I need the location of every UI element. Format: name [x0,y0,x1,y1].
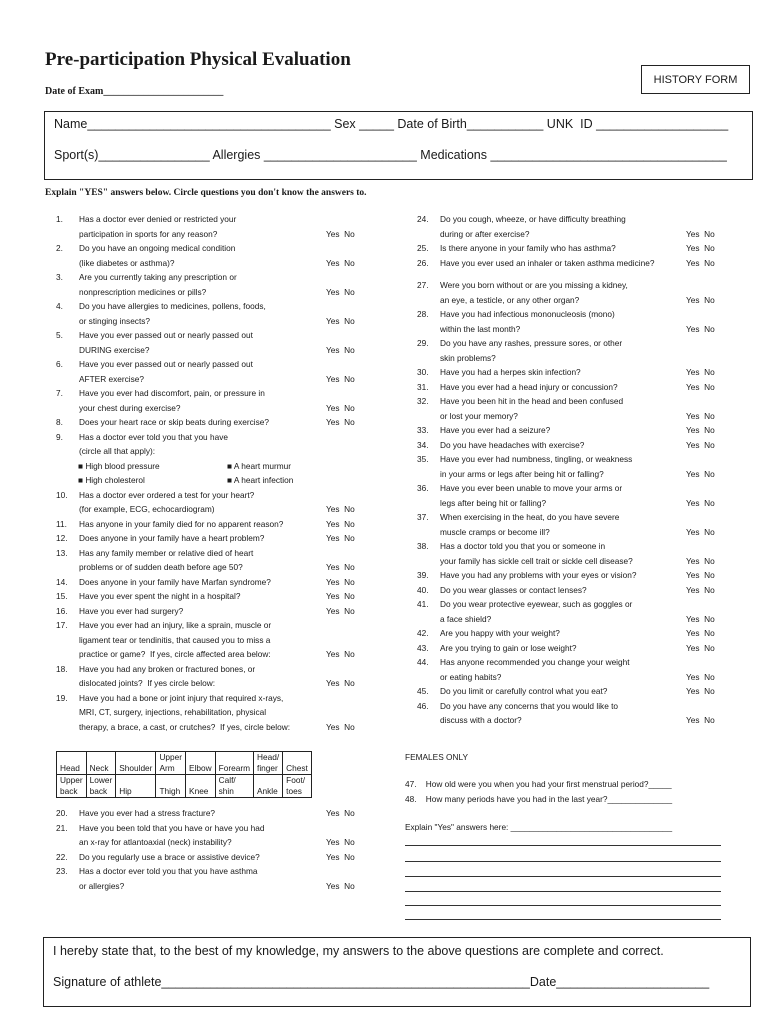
q9-option-high-blood-pressure[interactable]: ■ High blood pressure [78,461,160,471]
yes-no-options[interactable]: Yes No [686,381,715,392]
question-number: 17. [56,620,68,630]
question-text: Have you had any problems with your eyes or vision? [440,570,637,580]
question-text: Were you born without or are you missing a kidney, [440,280,628,290]
question-text: Have you ever been unable to move your arms or [440,483,623,493]
question-number: 5. [56,330,63,340]
question-number: 11. [56,518,67,529]
yes-no-options[interactable]: Yes No [686,715,715,725]
yes-no-options[interactable]: Yes No [686,613,715,624]
question-number: 2. [56,243,63,253]
q48[interactable]: 48. How many periods have you had in the last year?______________ [405,794,673,804]
question-number: 24. [417,214,429,224]
question-text: or stinging insects? [79,315,151,326]
question-text: Have you ever had an injury, like a sprain, muscle or [79,620,272,630]
yes-no-options[interactable]: Yes No [686,628,715,638]
question-text: participation in sports for any reason? [79,228,218,239]
question-text: When exercising in the heat, do you have severe [440,512,620,522]
question-text: (for example, ECG, echocardiogram) [79,504,215,514]
athlete-info-box [44,111,753,180]
question-number: 4. [56,301,63,311]
yes-no-options[interactable]: Yes No [326,576,355,587]
explain-line[interactable] [405,845,721,846]
explain-yes-field[interactable]: Explain "Yes" answers here: ___________________________________ [405,822,673,832]
yes-no-options[interactable]: Yes No [686,468,715,479]
question-number: 39. [417,570,429,580]
question-number: 32. [417,396,429,406]
yes-no-options[interactable]: Yes No [326,808,355,818]
yes-no-options[interactable]: Yes No [326,605,355,616]
question-text: Do you cough, wheeze, or have difficulty breathing [440,214,626,224]
question-number: 12. [56,533,68,543]
yes-no-options[interactable]: Yes No [326,562,355,572]
yes-no-options[interactable]: Yes No [686,367,715,377]
question-text: Do you limit or carefully control what you eat? [440,686,608,696]
question-text: or eating habits? [440,671,502,682]
question-text: Are you trying to gain or lose weight? [440,642,577,653]
females-only-heading: FEMALES ONLY [405,752,469,762]
question-text: Have you ever had a seizure? [440,425,551,435]
yes-no-options[interactable]: Yes No [326,649,355,659]
sport-allergies-medications-fields[interactable]: Sport(s)________________ Allergies ______________________ Medications __________________________________ [54,148,727,162]
question-text: ligament tear or tendinitis, that caused you to miss a [79,634,271,645]
yes-no-options[interactable]: Yes No [686,410,715,421]
question-number: 34. [417,439,429,450]
yes-no-options[interactable]: Yes No [326,315,355,326]
name-sex-dob-id-fields[interactable]: Name___________________________________ Sex _____ Date of Birth___________ UNK ID ___________________ [54,117,729,131]
question-number: 13. [56,547,68,558]
body-area-cell[interactable]: Neck [86,752,116,775]
yes-no-options[interactable]: Yes No [686,425,715,435]
question-text: Does your heart race or skip beats during exercise? [79,417,270,427]
yes-no-options[interactable]: Yes No [326,678,355,688]
question-text: Have you ever spent the night in a hospital? [79,591,241,601]
body-area-cell[interactable]: Knee [186,775,216,798]
question-number: 43. [417,642,429,653]
history-form-label: HISTORY FORM [641,65,750,94]
body-area-cell[interactable]: Head/ finger [254,752,283,775]
question-text: an x-ray for atlantoaxial (neck) instability? [79,837,232,847]
question-text: Do you regularly use a brace or assistive device? [79,851,260,862]
yes-no-options[interactable]: Yes No [686,257,715,268]
question-number: 30. [417,367,429,377]
question-text: problems or of sudden death before age 50? [79,562,243,572]
question-number: 21. [56,822,68,833]
question-text: a face shield? [440,613,492,624]
question-number: 18. [56,663,68,674]
question-number: 38. [417,541,429,551]
yes-no-options[interactable]: Yes No [686,570,715,580]
question-number: 19. [56,692,68,703]
date-of-exam-field[interactable]: Date of Exam________________________ [45,86,224,97]
question-text: Have you ever used an inhaler or taken asthma medicine? [440,257,655,268]
question-number: 36. [417,483,429,493]
question-text: Has anyone in your family died for no apparent reason? [79,518,284,529]
yes-no-options[interactable]: Yes No [326,518,355,529]
question-number: 23. [56,866,68,876]
yes-no-options[interactable]: Yes No [326,837,355,847]
body-area-cell[interactable]: Calf/ shin [215,775,253,798]
question-text: or lost your memory? [440,410,518,421]
question-text: Has a doctor ever told you that you have [79,431,228,442]
q47[interactable]: 47. How old were you when you had your first menstrual period?_____ [405,779,672,789]
yes-no-options[interactable]: Yes No [326,721,355,732]
question-number: 46. [417,700,429,711]
question-text: (circle all that apply): [79,446,156,456]
question-text: in your arms or legs after being hit or falling? [440,468,604,479]
attestation-statement: I hereby state that, to the best of my knowledge, my answers to the above questions are complete and correct. [53,944,664,958]
body-area-cell[interactable]: Thigh [156,775,186,798]
question-number: 8. [56,417,63,427]
q9-option-heart-infection[interactable]: ■ A heart infection [227,475,294,485]
question-number: 10. [56,489,68,500]
yes-no-options[interactable]: Yes No [686,642,715,653]
question-text: during or after exercise? [440,228,530,239]
question-number: 33. [417,425,429,435]
explain-line[interactable] [405,905,721,906]
body-area-cell[interactable]: Head [57,752,87,775]
question-text: therapy, a brace, a cast, or crutches? If yes, circle below: [79,721,291,732]
question-number: 25. [417,243,429,253]
question-text: Has a doctor told you that you or someone in [440,541,606,551]
question-number: 45. [417,686,429,696]
question-number: 35. [417,454,429,464]
question-number: 40. [417,584,429,595]
form-title: Pre-participation Physical Evaluation [45,49,351,70]
question-number: 1. [56,214,63,224]
body-area-table [56,751,312,798]
question-text: Have you had any broken or fractured bones, or [79,663,256,674]
question-text: Do you wear glasses or contact lenses? [440,584,587,595]
attestation-box [43,937,751,1007]
question-text: DURING exercise? [79,344,150,355]
question-text: Has anyone recommended you change your weight [440,657,630,667]
q9-option-heart-murmur[interactable]: ■ A heart murmur [227,461,292,471]
question-text: Does anyone in your family have Marfan syndrome? [79,576,271,587]
yes-no-options[interactable]: Yes No [326,591,355,601]
question-text: within the last month? [440,323,521,334]
question-text: Do you have any concerns that you would like to [440,700,619,711]
question-number: 27. [417,280,429,290]
question-text: (like diabetes or asthma)? [79,257,175,268]
yes-no-options[interactable]: Yes No [326,373,355,384]
q9-option-high-cholesterol[interactable]: ■ High cholesterol [78,475,145,485]
yes-no-options[interactable]: Yes No [326,880,355,891]
body-area-cell[interactable]: Foot/ toes [283,775,312,798]
question-text: Have you been told that you have or have you had [79,822,265,833]
body-area-cell[interactable]: Upper back [57,775,87,798]
question-text: Do you wear protective eyewear, such as goggles or [440,599,633,609]
yes-no-options[interactable]: Yes No [326,504,355,514]
signature-date-field[interactable]: Signature of athlete_____________________________________________________Date______________________ [53,975,710,989]
question-text: an eye, a testicle, or any other organ? [440,294,580,305]
question-text: Has a doctor ever told you that you have asthma [79,866,258,876]
question-text: Have you ever had discomfort, pain, or pressure in [79,388,265,398]
yes-no-options[interactable]: Yes No [326,402,355,413]
question-text: Have you ever had a head injury or concussion? [440,381,618,392]
yes-no-options[interactable]: Yes No [326,286,355,297]
question-number: 16. [56,605,68,616]
body-area-cell[interactable]: Upper Arm [156,752,186,775]
body-area-cell[interactable]: Lower back [86,775,116,798]
question-text: nonprescription medicines or pills? [79,286,207,297]
question-number: 20. [56,808,68,818]
explain-line[interactable] [405,891,721,892]
question-number: 31. [417,381,429,392]
yes-no-options[interactable]: Yes No [686,686,715,696]
yes-no-options[interactable]: Yes No [686,671,715,682]
question-number: 44. [417,657,429,667]
body-area-cell[interactable]: Chest [283,752,312,775]
yes-no-options[interactable]: Yes No [686,584,715,595]
body-area-cell[interactable]: Shoulder [116,752,156,775]
yes-no-options[interactable]: Yes No [686,294,715,305]
yes-no-options[interactable]: Yes No [326,344,355,355]
explain-line[interactable] [405,861,721,862]
explain-line[interactable] [405,919,721,920]
question-number: 29. [417,338,429,348]
body-area-cell[interactable]: Forearm [215,752,253,775]
question-text: Do you have headaches with exercise? [440,439,585,450]
question-text: Does anyone in your family have a heart problem? [79,533,265,543]
question-text: MRI, CT, surgery, injections, rehabilitation, physical [79,707,267,717]
yes-no-options[interactable]: Yes No [326,417,355,427]
question-text: Is there anyone in your family who has asthma? [440,243,616,253]
question-text: Have you had a bone or joint injury that required x-rays, [79,692,284,703]
question-text: Have you been hit in the head and been confused [440,396,624,406]
question-number: 42. [417,628,429,638]
body-area-cell[interactable]: Elbow [186,752,216,775]
question-text: Has a doctor ever ordered a test for your heart? [79,489,255,500]
yes-no-options[interactable]: Yes No [326,228,355,239]
question-number: 3. [56,272,63,282]
question-text: Has any family member or relative died of heart [79,547,254,558]
question-number: 41. [417,599,429,609]
question-number: 15. [56,591,68,601]
question-text: or allergies? [79,880,125,891]
yes-no-options[interactable]: Yes No [686,228,715,239]
question-text: skin problems? [440,352,496,363]
yes-no-options[interactable]: Yes No [686,243,715,253]
question-number: 9. [56,431,63,442]
question-text: discuss with a doctor? [440,715,522,725]
question-text: Have you ever had numbness, tingling, or weakness [440,454,633,464]
question-number: 22. [56,851,68,862]
question-text: Do you have any rashes, pressure sores, or other [440,338,623,348]
question-text: Has a doctor ever denied or restricted your [79,214,237,224]
body-area-cell[interactable]: Ankle [254,775,283,798]
question-text: Have you had a herpes skin infection? [440,367,581,377]
question-text: legs after being hit or falling? [440,497,547,508]
question-text: Have you ever had surgery? [79,605,184,616]
question-text: Have you ever passed out or nearly passed out [79,330,253,340]
yes-no-options[interactable]: Yes No [686,497,715,508]
question-number: 6. [56,359,63,369]
question-text: Have you ever had a stress fracture? [79,808,216,818]
question-text: practice or game? If yes, circle affected area below: [79,649,271,659]
yes-no-options[interactable]: Yes No [326,851,355,862]
yes-no-options[interactable]: Yes No [326,533,355,543]
question-number: 37. [417,512,429,522]
question-text: dislocated joints? If yes circle below: [79,678,216,688]
yes-no-options[interactable]: Yes No [326,257,355,268]
yes-no-options[interactable]: Yes No [686,323,715,334]
yes-no-options[interactable]: Yes No [686,526,715,537]
question-number: 7. [56,388,63,398]
question-number: 14. [56,576,68,587]
question-number: 28. [417,309,429,319]
question-text: your chest during exercise? [79,402,181,413]
question-text: Do you have an ongoing medical condition [79,243,236,253]
question-text: AFTER exercise? [79,373,145,384]
question-text: Do you have allergies to medicines, pollens, foods, [79,301,266,311]
explain-line[interactable] [405,876,721,877]
body-area-cell[interactable]: Hip [116,775,156,798]
instructions: Explain "YES" answers below. Circle questions you don't know the answers to. [45,188,367,198]
question-text: Are you happy with your weight? [440,628,560,638]
question-number: 26. [417,257,429,268]
yes-no-options[interactable]: Yes No [686,555,715,566]
yes-no-options[interactable]: Yes No [686,439,715,450]
question-text: muscle cramps or become ill? [440,526,550,537]
question-text: your family has sickle cell trait or sickle cell disease? [440,555,633,566]
question-text: Are you currently taking any prescription or [79,272,237,282]
question-text: Have you ever passed out or nearly passed out [79,359,253,369]
question-text: Have you had infectious mononucleosis (mono) [440,309,615,319]
